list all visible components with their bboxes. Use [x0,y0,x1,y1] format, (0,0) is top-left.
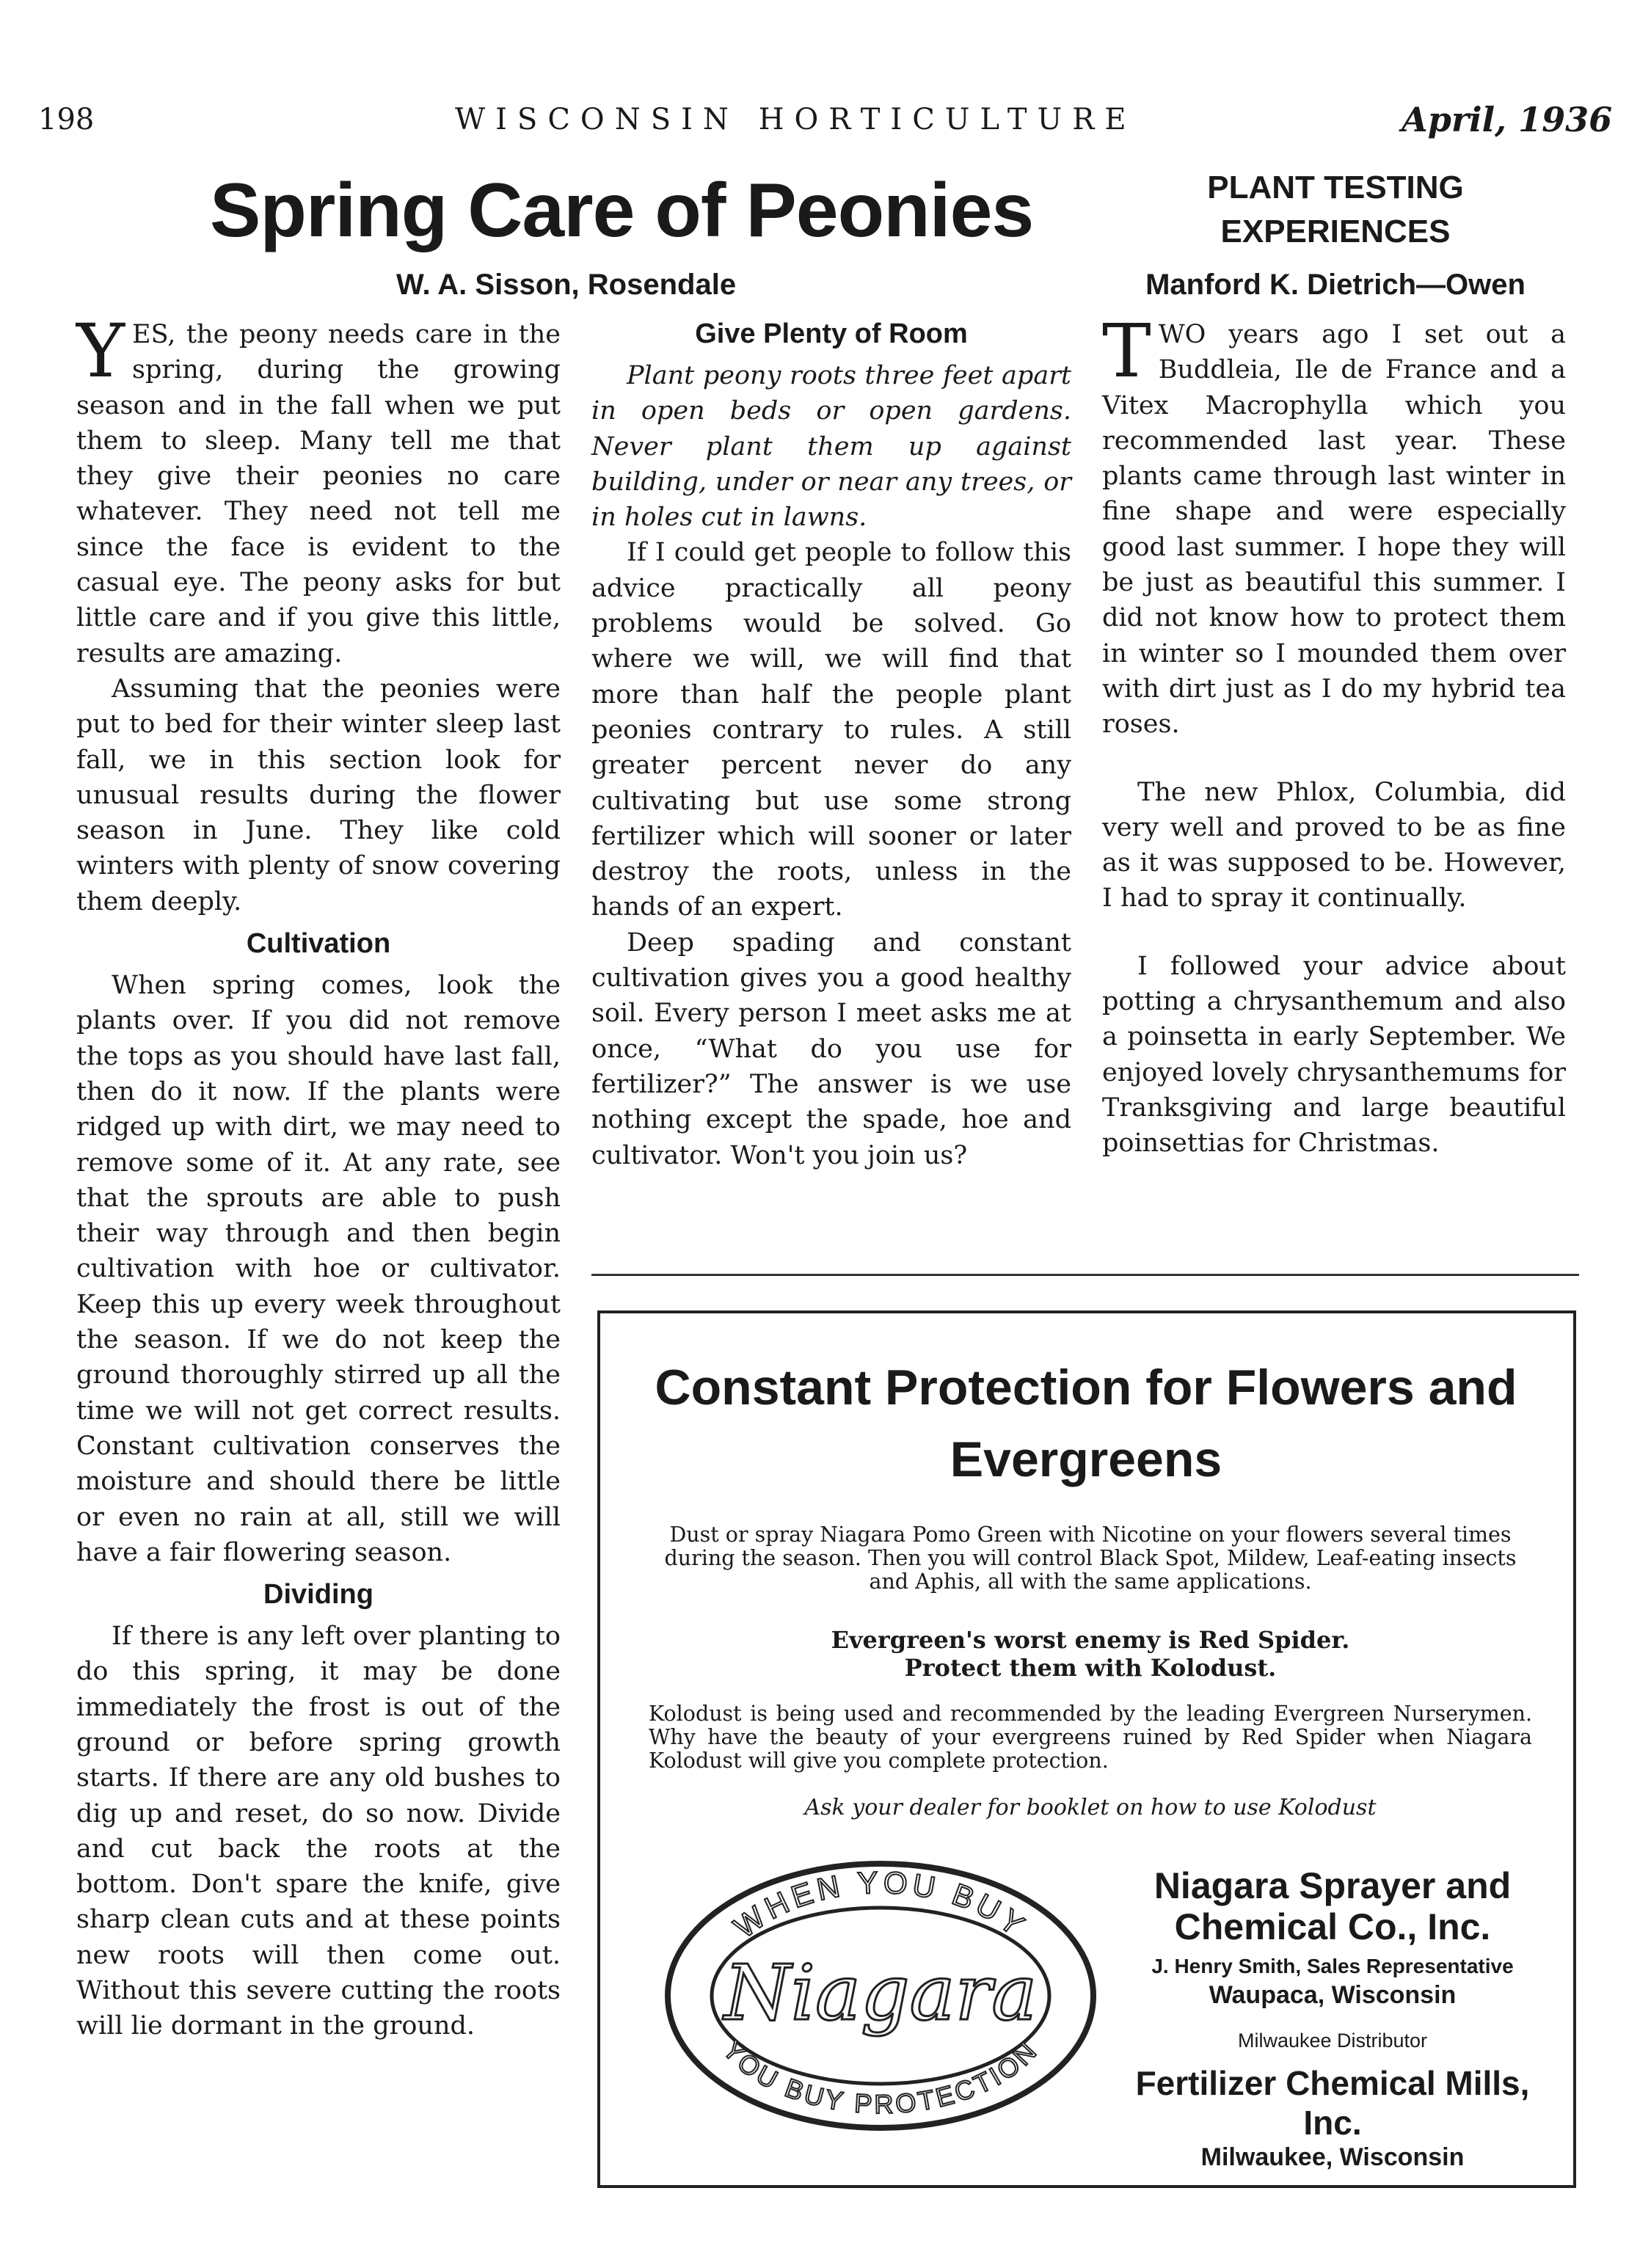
ad-subhead-line-2: Protect them with Kolodust. [904,1654,1277,1682]
niagara-emblem [660,1856,1101,2135]
side-paragraph-3: I followed your advice about potting a chrysanthemum and also a poinsetta in early September. We enjoyed lovely chrysanthemums for Tranksgiving and large beautiful poinsettias for Christmas. [1102,951,1566,1159]
ad-body-1: Dust or spray Niagara Pomo Green with Nicotine on your flowers several times during the season. Then you will control Black Spot, Mildew, Leaf-eating insects and Aphis, all with the same applications. [664,1523,1517,1594]
side-article-title: PLANT TESTING EXPERIENCES [1207,169,1464,249]
distributor-name: Fertilizer Chemical Mills, Inc. [1135,2064,1530,2142]
article-byline: W. A. Sisson, Rosendale [396,269,737,301]
side-paragraph-2: The new Phlox, Columbia, did very well and proved to be as fine as it was supposed to be. However, I had to spray it continually. [1102,777,1566,914]
give-room-heading: Give Plenty of Room [695,318,968,349]
section-divider [591,1274,1579,1276]
issue-date: April, 1936 [1402,100,1613,139]
company-block [1112,1865,1553,2172]
ad-call-to-action: Ask your dealer for booklet on how to use Kolodust [804,1795,1377,1820]
page-number: 198 [38,103,95,136]
cultivation-heading: Cultivation [246,928,391,960]
cultivation-paragraph: When spring comes, look the plants over. If you did not remove the tops as you should have last fall, then do it now. If the plants were ridged up with dirt, we may need to remove some of it. At any rate, see that the sprouts are able to push their way through and then begin cultivation with hoe or cultivator. Keep this up every week throughout the season. If we do not keep the ground thoroughly stirred up all the time we will not get correct results. Constant cultivation conserves the moisture and should there be little or even no rain at all, still we will have a fair flowering season. [76,971,561,1567]
company-name-line-2: Chemical Co., Inc. [1174,1906,1491,1947]
article-column-1 [76,308,561,2044]
intro-paragraph-1: YES, the peony needs care in the spring, during the growing season and in the fall when we put them to sleep. Many tell me that they give their peonies no care whatever. They need not tell me since the face is evident to the casual eye. The peony asks for but little care and if you give this little, results are amazing. [76,308,561,668]
distributor-city: Milwaukee, Wisconsin [1200,2143,1465,2171]
emblem-top-text: WHEN YOU BUY [727,1864,1035,1945]
article-title: Spring Care of Peonies [210,168,1034,253]
ad-subhead-line-1: Evergreen's worst enemy is Red Spider. [831,1626,1350,1654]
dividing-paragraph: If there is any left over planting to do this spring, it may be done immediately the frost is out of the ground or before spring growth starts. If there are any old bushes to dig up and reset, do so now. Divide and cut back the roots at the bottom. Don't spare the knife, give sharp clean cuts and at these points new roots will then come out. Without this severe cutting the roots will lie dormant in the ground. [76,1622,561,2041]
give-room-italic-paragraph: Plant peony roots three feet apart in open beds or open gardens. Never plant them up against building, under or near any trees, or in holes cut in lawns. [591,361,1071,533]
ad-body-2: Kolodust is being used and recommended by the leading Evergreen Nurserymen. Why have the beauty of your evergreens ruined by Red Spider when Niagara Kolodust will give you complete protection. [649,1702,1532,1773]
article-column-2 [591,317,1071,1173]
dividing-heading: Dividing [263,1579,373,1611]
ad-headline: Constant Protection for Flowers and Evergreens [655,1360,1517,1487]
side-paragraph-1: TWO years ago I set out a Buddleia, Ile de France and a Vitex Macrophylla which you recommended last year. These plants came through last winter in fine shape and were especially good last summer. I hope they will be just as beautiful this summer. I did not know how to protect them in winter so I mounded them over with dirt just as I do my hybrid tea roses. [1102,308,1566,740]
side-article-byline: Manford K. Dietrich—Owen [1145,269,1526,301]
company-name-line-1: Niagara Sprayer and [1153,1865,1512,1906]
sales-representative: J. Henry Smith, Sales Representative [1151,1955,1514,1977]
emblem-brand-text: Niagara [724,1948,1038,2038]
ad-subhead [649,1626,1532,1682]
distributor-label: Milwaukee Distributor [1237,2030,1428,2052]
emblem-bottom-text: YOU BUY PROTECTION [717,2034,1044,2120]
give-room-paragraph-1: If I could get people to follow this advice practically all peony problems would be solved. Go where we will, we will find that more than half the people plant peonies contrary to rules. A still greater percent never do any cultivating but use some strong fertilizer which will sooner or later destroy the roots, unless in the hands of an expert. [591,538,1071,922]
article-column-3 [1102,308,1566,1162]
give-room-paragraph-2: Deep spading and constant cultivation gives you a good healthy soil. Every person I meet asks me at once, “What do you use for fertilizer?” The answer is we use nothing except the spade, hoe and cultivator. Won't you join us? [591,927,1071,1170]
running-title: WISCONSIN HORTICULTURE [455,103,1137,136]
intro-paragraph-2: Assuming that the peonies were put to bed for their winter sleep last fall, we in this section look for unusual results during the flower season in June. They like cold winters with plenty of snow covering them deeply. [76,674,561,916]
representative-city: Waupaca, Wisconsin [1209,1981,1457,2009]
